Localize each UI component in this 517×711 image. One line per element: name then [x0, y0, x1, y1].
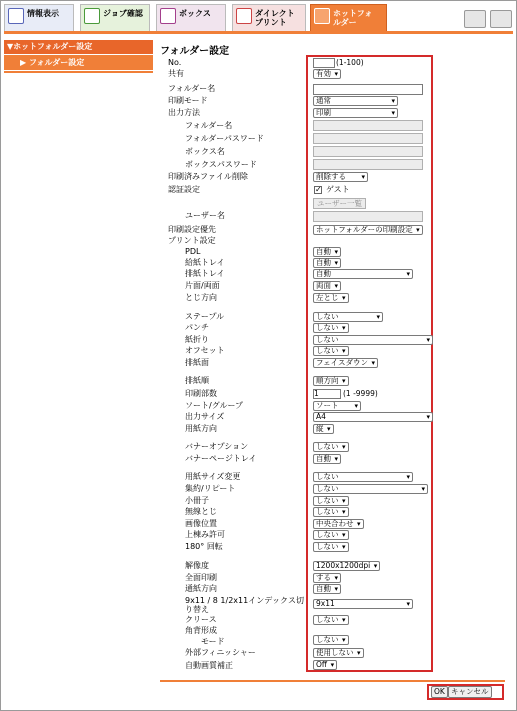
- print-priority-select[interactable]: ホットフォルダーの印刷設定 ▾: [313, 225, 423, 235]
- footer-divider: [160, 680, 505, 682]
- paper-tray-label: 給紙トレイ: [185, 258, 225, 267]
- copies-input[interactable]: 1: [313, 389, 341, 399]
- user-name-input[interactable]: [313, 211, 423, 222]
- sub-box-name-label: ボックス名: [185, 147, 225, 156]
- output-order-label: 排紙順: [185, 376, 209, 385]
- tab-hot-folder[interactable]: [310, 4, 387, 32]
- tab-bar: [4, 4, 513, 32]
- full-print-label: 全面印刷: [185, 573, 217, 582]
- staple-label: ステープル: [185, 312, 225, 321]
- job-check-icon: [84, 8, 100, 24]
- crease-select[interactable]: しない ▾: [313, 615, 349, 625]
- booklet-label: 小冊子: [185, 496, 209, 505]
- sub-box-name-input[interactable]: [313, 146, 423, 157]
- size-change-select[interactable]: しない ▾: [313, 472, 413, 482]
- sidebar-item-folder-settings[interactable]: ▶ フォルダー設定: [4, 55, 153, 70]
- info-icon: [8, 8, 24, 24]
- settings-utility-icon[interactable]: [464, 10, 486, 28]
- output-size-label: 出力サイズ: [185, 412, 225, 421]
- print-settings-label: プリント設定: [168, 236, 216, 245]
- fold-label: 紙折り: [185, 335, 209, 344]
- overwrite-label: 上棟み許可: [185, 530, 225, 539]
- folder-name-input[interactable]: [313, 84, 423, 95]
- index-switch-select[interactable]: 9x11 ▾: [313, 599, 413, 609]
- guest-label: ゲスト: [326, 185, 350, 194]
- output-tray-select[interactable]: 自動 ▾: [313, 269, 413, 279]
- sort-group-label: ソート/グループ: [185, 401, 244, 410]
- pdl-select[interactable]: 自動 ▾: [313, 247, 341, 257]
- orientation-select[interactable]: 縦 ▾: [313, 424, 334, 434]
- binding-select[interactable]: 左とじ ▾: [313, 293, 349, 303]
- output-size-select[interactable]: A4 ▾: [313, 412, 433, 422]
- print-mode-select[interactable]: 通常 ▾: [313, 96, 398, 106]
- fold-select[interactable]: しない ▾: [313, 335, 433, 345]
- rotate-label: 180° 回転: [185, 542, 223, 551]
- booklet-select[interactable]: しない ▾: [313, 496, 349, 506]
- image-position-select[interactable]: 中央合わせ ▾: [313, 519, 364, 529]
- index-switch-label: 9x11 / 8 1/2x11インデックス切り替え: [185, 596, 304, 614]
- display-utility-icon[interactable]: [490, 10, 512, 28]
- offset-label: オフセット: [185, 346, 225, 355]
- nup-label: 集約/リピート: [185, 484, 236, 493]
- finisher-label: 外部フィニッシャー: [185, 648, 256, 657]
- orientation-label: 用紙方向: [185, 424, 217, 433]
- auto-quality-label: 自動画質補正: [185, 661, 233, 670]
- box-icon: [160, 8, 176, 24]
- user-name-label: ユーザー名: [185, 211, 225, 220]
- image-position-label: 画像位置: [185, 519, 217, 528]
- cancel-button[interactable]: キャンセル: [448, 686, 492, 698]
- size-change-label: 用紙サイズ変更: [185, 472, 241, 481]
- user-list-button[interactable]: ユーザー一覧: [313, 198, 366, 209]
- punch-label: パンチ: [185, 323, 209, 332]
- rotate-select[interactable]: しない ▾: [313, 542, 349, 552]
- hot-folder-icon: [314, 8, 330, 24]
- tab-box-label: ボックス: [179, 9, 211, 18]
- sidebar-divider: [4, 71, 153, 73]
- nup-select[interactable]: しない ▾: [313, 484, 428, 494]
- guest-checkbox[interactable]: [314, 186, 322, 194]
- crease-label: クリース: [185, 615, 217, 624]
- copies-hint: (1 -9999): [343, 389, 378, 398]
- spine-label: 角背形成: [185, 626, 217, 635]
- full-print-select[interactable]: する ▾: [313, 573, 341, 583]
- spine-mode-select[interactable]: しない ▾: [313, 635, 349, 645]
- sub-folder-password-input[interactable]: [313, 133, 423, 144]
- banner-option-label: バナーオプション: [185, 442, 249, 451]
- sub-box-password-input[interactable]: [313, 159, 423, 170]
- page-title: フォルダー設定: [160, 46, 230, 57]
- tab-info[interactable]: [4, 4, 74, 32]
- tab-info-label: 情報表示: [27, 9, 59, 18]
- tab-direct-print[interactable]: [232, 4, 306, 32]
- delete-printed-select[interactable]: 削除する ▾: [313, 172, 368, 182]
- resolution-select[interactable]: 1200x1200dpi ▾: [313, 561, 380, 571]
- sort-group-select[interactable]: ソート ▾: [313, 401, 361, 411]
- paper-tray-select[interactable]: 自動 ▾: [313, 258, 341, 268]
- share-label: 共有: [168, 69, 184, 78]
- banner-tray-label: バナーページトレイ: [185, 454, 257, 463]
- tab-box[interactable]: [156, 4, 226, 32]
- output-method-select[interactable]: 印刷 ▾: [313, 108, 398, 118]
- sidebar-section-hot-folder[interactable]: ▼ホットフォルダー設定: [4, 40, 153, 54]
- feed-direction-label: 通紙方向: [185, 584, 217, 593]
- output-tray-label: 排紙トレイ: [185, 269, 225, 278]
- saddle-label: 無線とじ: [185, 507, 217, 516]
- no-input[interactable]: [313, 58, 335, 68]
- sub-folder-name-input[interactable]: [313, 120, 423, 131]
- punch-select[interactable]: しない ▾: [313, 323, 349, 333]
- duplex-select[interactable]: 両面 ▾: [313, 281, 341, 291]
- staple-select[interactable]: しない ▾: [313, 312, 383, 322]
- feed-direction-select[interactable]: 自動 ▾: [313, 584, 341, 594]
- print-mode-label: 印刷モード: [168, 96, 208, 105]
- tab-hot-folder-label: ホットフォルダー: [333, 9, 373, 27]
- sub-folder-name-label: フォルダー名: [185, 121, 233, 130]
- sub-box-password-label: ボックスパスワード: [185, 160, 257, 169]
- finisher-select[interactable]: 使用しない ▾: [313, 648, 364, 658]
- direct-print-icon: [236, 8, 252, 24]
- overwrite-select[interactable]: しない ▾: [313, 530, 349, 540]
- share-select[interactable]: 有効 ▾: [313, 69, 341, 79]
- output-face-select[interactable]: フェイスダウン ▾: [313, 358, 378, 368]
- no-hint: (1-100): [336, 58, 364, 67]
- output-order-select[interactable]: 順方向 ▾: [313, 376, 349, 386]
- offset-select[interactable]: しない ▾: [313, 346, 349, 356]
- auth-label: 認証設定: [168, 185, 200, 194]
- tab-job-check-label: ジョブ確認: [103, 9, 143, 18]
- binding-label: とじ方向: [185, 293, 217, 302]
- output-method-label: 出力方法: [168, 108, 200, 117]
- delete-printed-label: 印刷済みファイル削除: [168, 172, 248, 181]
- tab-job-check[interactable]: [80, 4, 150, 32]
- no-label: No.: [168, 58, 182, 67]
- banner-tray-select[interactable]: 自動 ▾: [313, 454, 341, 464]
- tab-underline: [4, 31, 513, 34]
- banner-option-select[interactable]: しない ▾: [313, 442, 349, 452]
- ok-button[interactable]: OK: [431, 686, 448, 698]
- folder-name-label: フォルダー名: [168, 84, 216, 93]
- resolution-label: 解像度: [185, 561, 209, 570]
- pdl-label: PDL: [185, 247, 201, 256]
- saddle-select[interactable]: しない ▾: [313, 507, 349, 517]
- print-priority-label: 印刷設定優先: [168, 225, 216, 234]
- auto-quality-select[interactable]: Off ▾: [313, 660, 337, 670]
- copies-label: 印刷部数: [185, 389, 217, 398]
- sub-folder-password-label: フォルダーパスワード: [185, 134, 264, 143]
- duplex-label: 片面/両面: [185, 281, 220, 290]
- spine-mode-label: モード: [201, 637, 225, 646]
- output-face-label: 排紙面: [185, 358, 209, 367]
- tab-direct-print-label: ダイレクトプリント: [255, 9, 295, 27]
